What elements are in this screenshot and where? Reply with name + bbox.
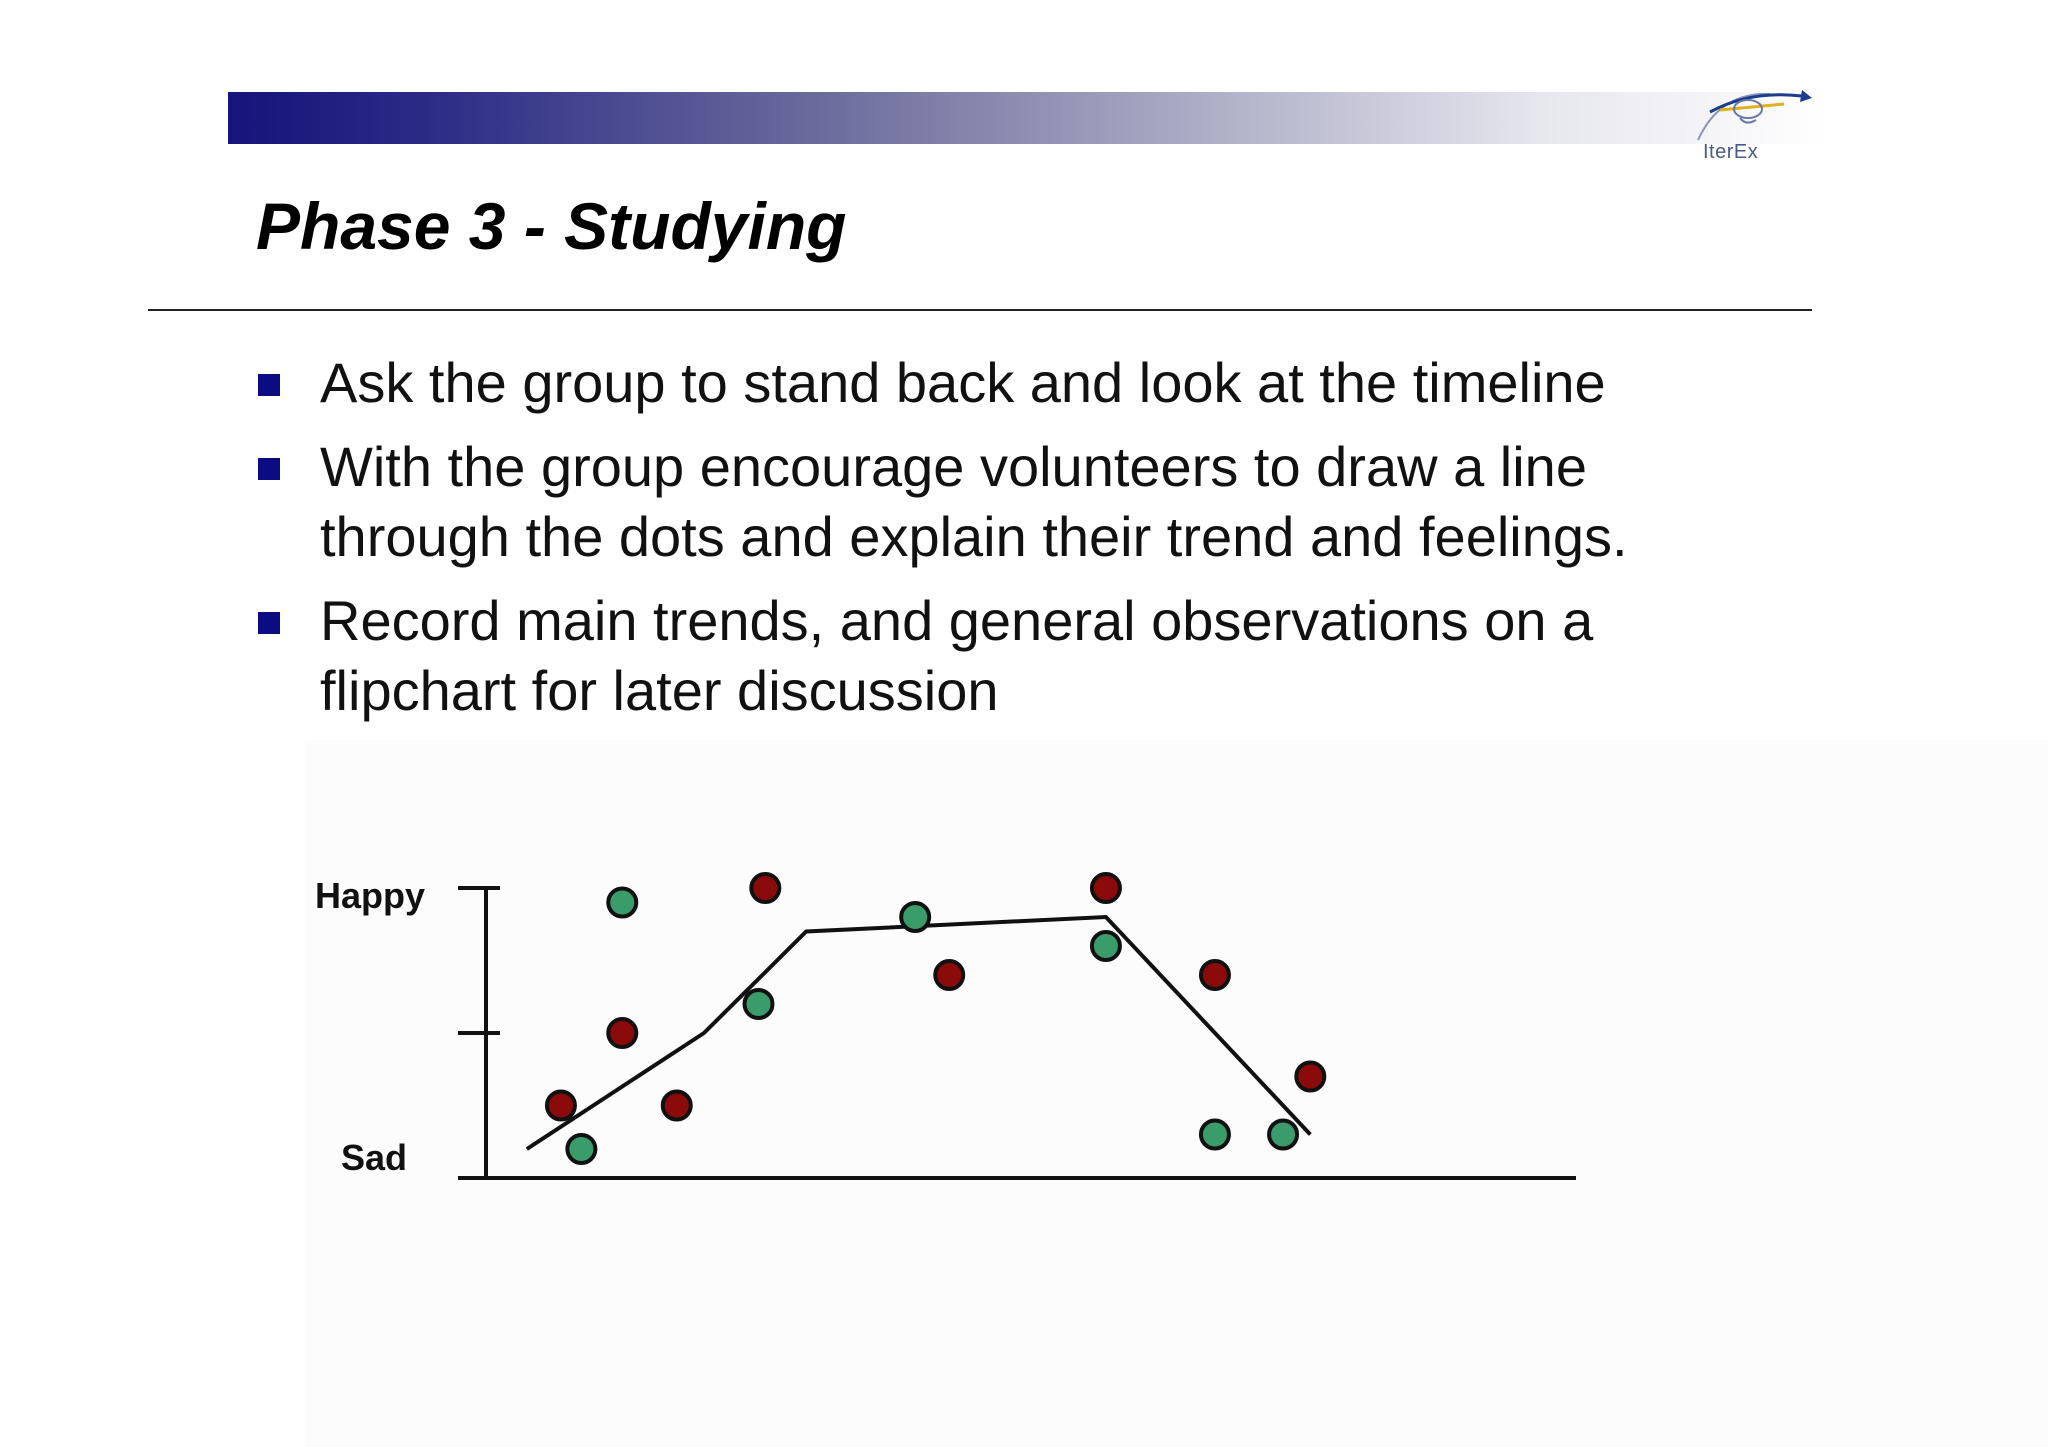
- slide-title: Phase 3 - Studying: [256, 189, 847, 263]
- red-dot: [608, 1019, 636, 1047]
- trend-line: [527, 917, 1310, 1149]
- bullet-line: through the dots and explain their trend and feelings.: [320, 505, 1628, 568]
- green-dot: [608, 889, 636, 917]
- red-dot: [547, 1092, 575, 1120]
- bullet-line: Record main trends, and general observations on a: [320, 589, 1594, 652]
- green-dot: [901, 903, 929, 931]
- bullet-line: With the group encourage volunteers to draw a line: [320, 435, 1587, 498]
- green-dot: [745, 990, 773, 1018]
- green-dot: [1201, 1121, 1229, 1149]
- bullet-line: flipchart for later discussion: [320, 659, 999, 722]
- y-label-sad: Sad: [340, 1137, 408, 1178]
- y-label-happy: Happy: [314, 875, 426, 916]
- green-dot: [567, 1135, 595, 1163]
- red-dot: [663, 1092, 691, 1120]
- red-dot: [1296, 1063, 1324, 1091]
- red-dot: [1092, 874, 1120, 902]
- green-dot: [1269, 1121, 1297, 1149]
- red-dot: [751, 874, 779, 902]
- logo-label: IterEx: [1703, 141, 1759, 163]
- bullet-line: Ask the group to stand back and look at the timeline: [320, 351, 1606, 414]
- green-dot: [1092, 932, 1120, 960]
- red-dot: [935, 961, 963, 989]
- red-dot: [1201, 961, 1229, 989]
